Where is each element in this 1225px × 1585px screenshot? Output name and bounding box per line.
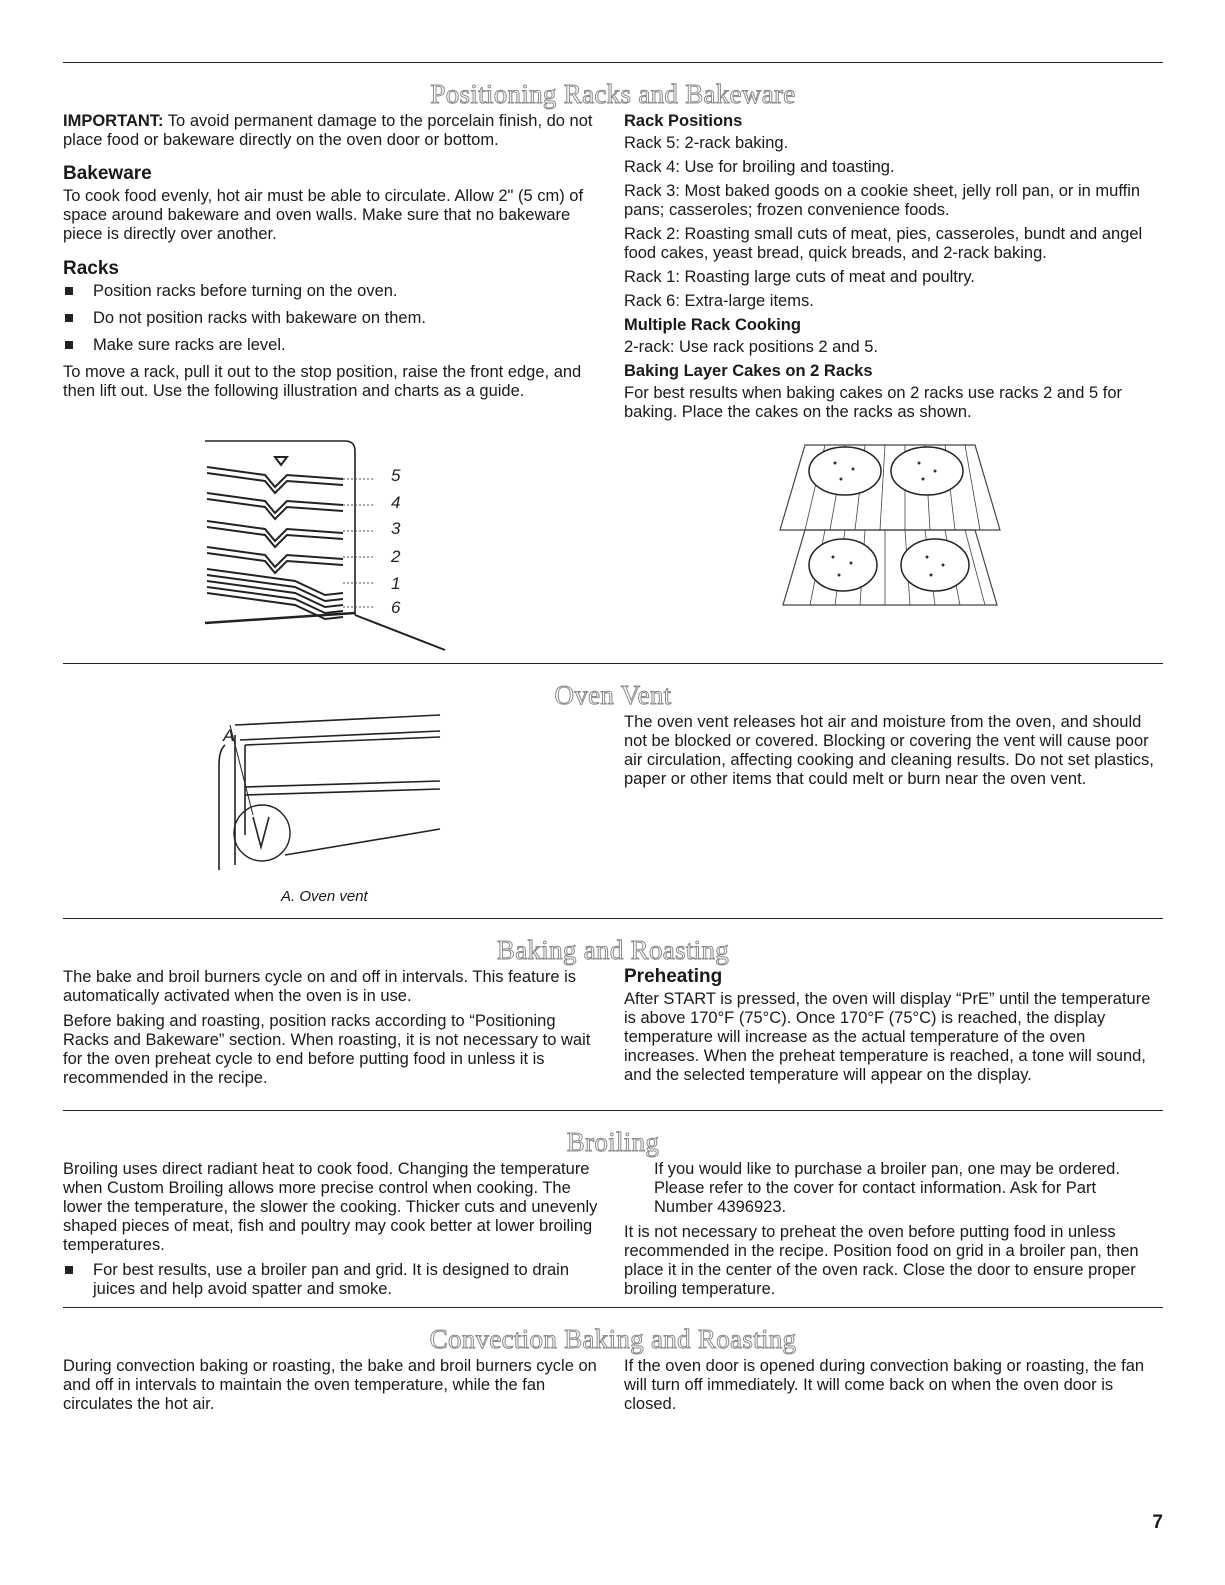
broiling-right-column bbox=[624, 1160, 1156, 1305]
racks-bullet: Make sure racks are level. bbox=[63, 336, 598, 355]
preheating-heading: Preheating bbox=[624, 966, 723, 987]
rack-positions-illustration bbox=[195, 435, 455, 655]
rack-positions-heading: Rack Positions bbox=[624, 112, 743, 130]
rack-position-item: Rack 3: Most baked goods on a cookie sheet, jelly roll pan, or in muffin pans; casseroles; frozen convenience foods. bbox=[624, 182, 1141, 219]
section-title-baking: Baking and Roasting bbox=[496, 935, 730, 965]
broiling-left-column bbox=[63, 1160, 598, 1307]
convection-left-text: During convection baking or roasting, the bake and broil burners cycle on and off in intervals to maintain the oven temperature, while the fan circulates the hot air. bbox=[63, 1357, 597, 1413]
bullet-square-icon bbox=[65, 287, 73, 295]
bakeware-text: To cook food evenly, hot air must be able to circulate. Allow 2" (5 cm) of space around bakeware and oven walls. Make sure that no bakeware piece is directly over another. bbox=[63, 187, 584, 243]
rack-position-item: Rack 2: Roasting small cuts of meat, pies, casseroles, bundt and angel food cakes, yeast bread, quick breads, and 2-rack baking. bbox=[624, 225, 1143, 262]
bullet-square-icon bbox=[65, 314, 73, 322]
rack-label: 2 bbox=[391, 547, 401, 566]
important-note bbox=[63, 112, 598, 150]
positioning-right-column bbox=[624, 112, 1154, 427]
bullet-square-icon bbox=[65, 341, 73, 349]
racks-bullet: Position racks before turning on the oven. bbox=[63, 282, 598, 301]
cake-pan bbox=[901, 539, 969, 591]
positioning-left-column bbox=[63, 112, 598, 407]
convection-right-column bbox=[624, 1357, 1156, 1420]
important-label: IMPORTANT: bbox=[63, 112, 164, 130]
section-rule bbox=[63, 918, 1163, 919]
section-rule bbox=[63, 663, 1163, 664]
cake-pan bbox=[809, 447, 881, 495]
bullet-square-icon bbox=[65, 1266, 73, 1274]
layer-cakes-text: For best results when baking cakes on 2 racks use racks 2 and 5 for baking. Place the cakes on the racks as shown. bbox=[624, 384, 1122, 421]
multiple-rack-text: 2-rack: Use rack positions 2 and 5. bbox=[624, 338, 879, 356]
layer-cakes-heading: Baking Layer Cakes on 2 Racks bbox=[624, 362, 873, 380]
important-text: To avoid permanent damage to the porcelain finish, do not place food or bakeware directly on the oven door or bottom. bbox=[63, 112, 593, 149]
rack-position-item: Rack 1: Roasting large cuts of meat and poultry. bbox=[624, 268, 975, 286]
broiling-purchase-note: If you would like to purchase a broiler pan, one may be ordered. Please refer to the cover for contact information. Ask for Part Number 4396923. bbox=[654, 1160, 1120, 1216]
convection-left-column bbox=[63, 1357, 598, 1420]
page-number: 7 bbox=[1152, 1512, 1163, 1533]
broiling-bullet: For best results, use a broiler pan and grid. It is designed to drain juices and help avoid spatter and smoke. bbox=[63, 1261, 598, 1299]
rack-label: 6 bbox=[391, 598, 401, 617]
cake-pan bbox=[809, 539, 877, 591]
layer-cakes-illustration bbox=[775, 435, 1010, 610]
section-title-oven-vent: Oven Vent bbox=[554, 680, 672, 710]
vent-letter: A bbox=[223, 726, 235, 745]
baking-right-column bbox=[624, 966, 1156, 1091]
oven-vent-illustration bbox=[205, 705, 450, 880]
rack-label: 3 bbox=[391, 519, 401, 538]
broiling-preheat-note: It is not necessary to preheat the oven before putting food in unless recommended in the recipe. Position food on grid in a broiler pan, then place it in the center of the oven rack. Close the door to ensure proper broiling temperature. bbox=[624, 1223, 1139, 1298]
racks-bullet: Do not position racks with bakeware on them. bbox=[63, 309, 598, 328]
rack-position-item: Rack 6: Extra-large items. bbox=[624, 292, 814, 310]
convection-right-text: If the oven door is opened during convection baking or roasting, the fan will turn off immediately. It will come back on when the oven door is closed. bbox=[624, 1357, 1145, 1413]
bakeware-heading: Bakeware bbox=[63, 163, 152, 184]
rack-label: 1 bbox=[391, 574, 401, 593]
rack-label: 4 bbox=[391, 493, 401, 512]
cake-pan bbox=[891, 447, 963, 495]
section-title-convection: Convection Baking and Roasting bbox=[429, 1324, 797, 1354]
baking-left-column bbox=[63, 968, 598, 1094]
section-rule bbox=[63, 1110, 1163, 1111]
rack-label: 5 bbox=[391, 466, 401, 485]
rack-position-item: Rack 4: Use for broiling and toasting. bbox=[624, 158, 895, 176]
rack-position-item: Rack 5: 2-rack baking. bbox=[624, 134, 789, 152]
section-rule bbox=[63, 62, 1163, 63]
oven-vent-caption: A. Oven vent bbox=[281, 888, 368, 905]
broiling-para: Broiling uses direct radiant heat to cook food. Changing the temperature when Custom Broiling allows more precise control when cooking. The lower the temperature, the slower the cooking. Thicker cuts and unevenly shaped pieces of meat, fish and poultry may cook better at lower broiling temperatures. bbox=[63, 1160, 598, 1254]
section-title-broiling: Broiling bbox=[566, 1127, 660, 1157]
section-rule bbox=[63, 1307, 1163, 1308]
multiple-rack-heading: Multiple Rack Cooking bbox=[624, 316, 801, 334]
oven-vent-text: The oven vent releases hot air and moisture from the oven, and should not be blocked or covered. Blocking or covering the vent will cause poor air circulation, affecting cooking and cleaning results. Do not set plastics, paper or other items that could melt or burn near the oven vent. bbox=[624, 713, 1154, 788]
baking-para: Before baking and roasting, position racks according to “Positioning Racks and Bakeware” section. When roasting, it is not necessary to wait for the oven preheat cycle to end before putting food in unless it is recommended in the recipe. bbox=[63, 1012, 591, 1087]
oven-vent-text-column bbox=[624, 713, 1156, 795]
section-title-positioning: Positioning Racks and Bakeware bbox=[430, 79, 796, 109]
baking-para: The bake and broil burners cycle on and off in intervals. This feature is automatically activated when the oven is in use. bbox=[63, 968, 577, 1005]
preheating-text: After START is pressed, the oven will display “PrE” until the temperature is above 170°F (75°C). Once 170°F (75°C) is reached, the display temperature will increase as the actual temperature of the oven increases. When the preheat temperature is reached, a tone will sound, and the selected temperature will appear on the display. bbox=[624, 990, 1151, 1084]
racks-heading: Racks bbox=[63, 258, 119, 279]
racks-text: To move a rack, pull it out to the stop position, raise the front edge, and then lift out. Use the following illustration and charts as a guide. bbox=[63, 363, 582, 400]
